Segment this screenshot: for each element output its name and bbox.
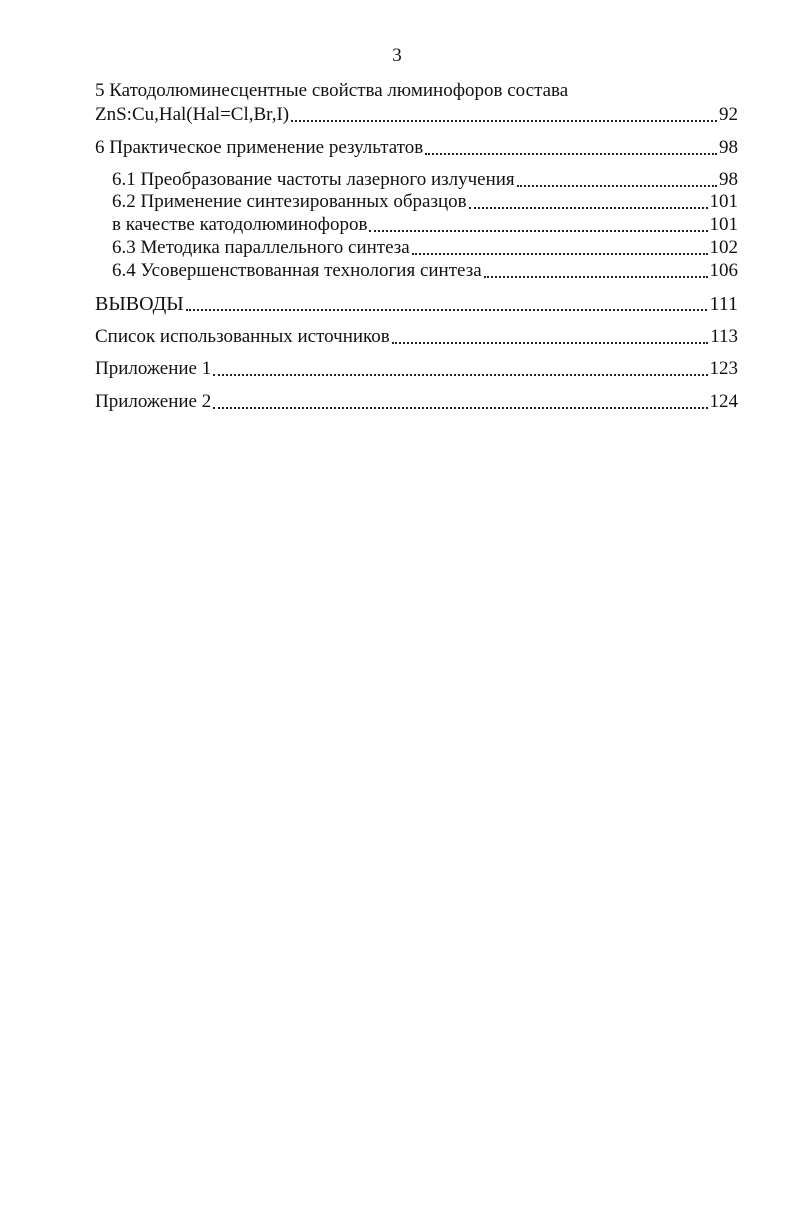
- toc-entry-page: 98: [719, 137, 738, 158]
- toc-entry-page: 123: [709, 358, 738, 379]
- dot-leader: [186, 292, 708, 316]
- toc-entry-chapter-5: [95, 103, 738, 127]
- toc-entry-label: Список использованных источников: [95, 326, 390, 347]
- toc-entry-section-6-1: [112, 168, 738, 192]
- toc-entry-label: 5 Катодолюминесцентные свойства люминофоров состава: [95, 80, 569, 101]
- toc-entry-references: [95, 325, 738, 349]
- toc-entry-chapter-5-heading: [95, 79, 568, 103]
- dot-leader: [392, 325, 708, 349]
- dot-leader: [412, 236, 708, 260]
- toc-entry-label: 6.1 Преобразование частоты лазерного излучения: [112, 169, 515, 190]
- toc-entry-page: 111: [709, 293, 738, 315]
- dot-leader: [484, 259, 708, 283]
- toc-entry-section-6-3: [112, 236, 738, 260]
- toc-entry-label: Приложение 1: [95, 358, 212, 379]
- toc-entry-label: 6 Практическое применение результатов: [95, 137, 424, 158]
- dot-leader: [213, 357, 707, 381]
- toc-entry-label: 6.3 Методика параллельного синтеза: [112, 237, 410, 258]
- toc-entry-conclusions: [95, 292, 738, 316]
- toc-entry-page: 102: [709, 237, 738, 258]
- toc-entry-page: 101: [709, 191, 738, 212]
- toc-entry-page: 98: [719, 169, 738, 190]
- toc-entry-page: 124: [709, 391, 738, 412]
- toc-entry-label: 6.2 Применение синтезированных образцов: [112, 191, 467, 212]
- toc-entry-chapter-6: [95, 136, 738, 160]
- toc-entry-section-6-2: [112, 190, 738, 214]
- toc-entry-label: 6.4 Усовершенствованная технология синтеза: [112, 260, 482, 281]
- dot-leader: [213, 390, 707, 414]
- toc-entry-page: 101: [709, 214, 738, 235]
- toc-entry-label: в качестве катодолюминофоров: [112, 214, 368, 235]
- toc-entry-label: ZnS:Cu,Hal(Hal=Cl,Br,I): [95, 104, 290, 125]
- dot-leader: [425, 136, 717, 160]
- toc-entry-page: 113: [710, 326, 738, 347]
- dot-leader: [369, 213, 707, 237]
- toc-entry-page: 92: [719, 104, 738, 125]
- toc-entry-label: ВЫВОДЫ: [95, 293, 184, 315]
- toc-entry-appendix-1: [95, 357, 738, 381]
- toc-entry-page: 106: [709, 260, 738, 281]
- toc-entry-section-6-2-continued: [112, 213, 738, 237]
- toc-entry-label: Приложение 2: [95, 391, 212, 412]
- dot-leader: [517, 168, 717, 192]
- toc-entry-appendix-2: [95, 390, 738, 414]
- dot-leader: [469, 190, 708, 214]
- page-number: 3: [392, 45, 402, 66]
- toc-entry-section-6-4: [112, 259, 738, 283]
- dot-leader: [291, 103, 717, 127]
